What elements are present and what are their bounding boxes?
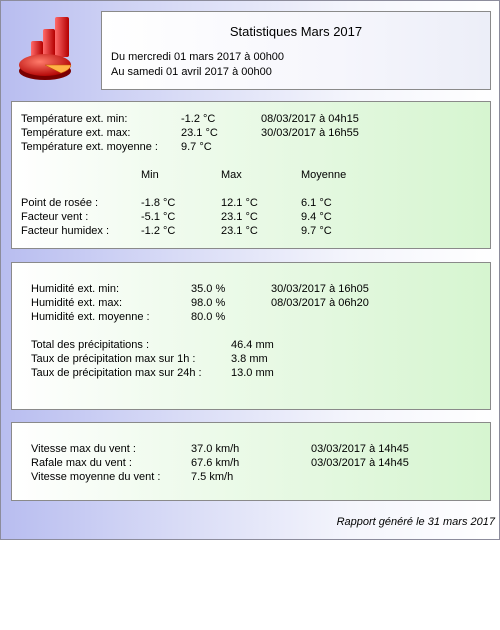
row-windchill-min: -5.1 °C bbox=[141, 211, 176, 223]
precip-rate-24h-label: Taux de précipitation max sur 24h : bbox=[31, 367, 202, 379]
wind-max-date: 03/03/2017 à 14h45 bbox=[311, 443, 409, 455]
period-end: Au samedi 01 avril 2017 à 00h00 bbox=[111, 66, 272, 78]
wind-avg-label: Vitesse moyenne du vent : bbox=[31, 471, 161, 483]
temp-max-date: 30/03/2017 à 16h55 bbox=[261, 127, 359, 139]
row-dewpoint-avg: 6.1 °C bbox=[301, 197, 332, 209]
report-header bbox=[101, 11, 491, 90]
wind-gust-value: 67.6 km/h bbox=[191, 457, 240, 469]
wind-max-value: 37.0 km/h bbox=[191, 443, 240, 455]
row-windchill-avg: 9.4 °C bbox=[301, 211, 332, 223]
temp-avg-value: 9.7 °C bbox=[181, 141, 212, 153]
wind-avg-value: 7.5 km/h bbox=[191, 471, 234, 483]
row-dewpoint-min: -1.8 °C bbox=[141, 197, 176, 209]
column-header-max: Max bbox=[221, 169, 242, 181]
row-windchill-max: 23.1 °C bbox=[221, 211, 258, 223]
precip-rate-1h-label: Taux de précipitation max sur 1h : bbox=[31, 353, 196, 365]
precip-total-value: 46.4 mm bbox=[231, 339, 274, 351]
precip-rate-1h-value: 3.8 mm bbox=[231, 353, 268, 365]
temp-min-label: Température ext. min: bbox=[21, 113, 128, 125]
precip-total-label: Total des précipitations : bbox=[31, 339, 150, 351]
row-dewpoint-label: Point de rosée : bbox=[21, 197, 99, 209]
temperature-panel bbox=[11, 101, 491, 249]
column-header-avg: Moyenne bbox=[301, 169, 347, 181]
row-humidex-label: Facteur humidex : bbox=[21, 225, 110, 237]
humidity-max-label: Humidité ext. max: bbox=[31, 297, 123, 309]
temp-max-label: Température ext. max: bbox=[21, 127, 131, 139]
humidity-min-label: Humidité ext. min: bbox=[31, 283, 120, 295]
period-start: Du mercredi 01 mars 2017 à 00h00 bbox=[111, 51, 285, 63]
humidity-max-value: 98.0 % bbox=[191, 297, 226, 309]
precip-rate-24h-value: 13.0 mm bbox=[231, 367, 274, 379]
temp-min-value: -1.2 °C bbox=[181, 113, 216, 125]
wind-panel bbox=[11, 422, 491, 501]
row-windchill-label: Facteur vent : bbox=[21, 211, 89, 223]
report-footer: Rapport généré le 31 mars 2017 bbox=[336, 516, 495, 528]
temp-max-value: 23.1 °C bbox=[181, 127, 218, 139]
report-title: Statistiques Mars 2017 bbox=[229, 24, 363, 39]
humidity-avg-value: 80.0 % bbox=[191, 311, 226, 323]
wind-gust-label: Rafale max du vent : bbox=[31, 457, 132, 469]
wind-max-label: Vitesse max du vent : bbox=[31, 443, 136, 455]
humidity-min-date: 30/03/2017 à 16h05 bbox=[271, 283, 369, 295]
humidity-panel bbox=[11, 262, 491, 410]
row-humidex-max: 23.1 °C bbox=[221, 225, 258, 237]
temp-min-date: 08/03/2017 à 04h15 bbox=[261, 113, 359, 125]
row-dewpoint-max: 12.1 °C bbox=[221, 197, 258, 209]
humidity-avg-label: Humidité ext. moyenne : bbox=[31, 311, 150, 323]
column-header-min: Min bbox=[141, 169, 159, 181]
row-humidex-min: -1.2 °C bbox=[141, 225, 176, 237]
pie-chart-icon bbox=[15, 13, 81, 83]
humidity-min-value: 35.0 % bbox=[191, 283, 226, 295]
temp-avg-label: Température ext. moyenne : bbox=[21, 141, 158, 153]
row-humidex-avg: 9.7 °C bbox=[301, 225, 332, 237]
wind-gust-date: 03/03/2017 à 14h45 bbox=[311, 457, 409, 469]
humidity-max-date: 08/03/2017 à 06h20 bbox=[271, 297, 369, 309]
